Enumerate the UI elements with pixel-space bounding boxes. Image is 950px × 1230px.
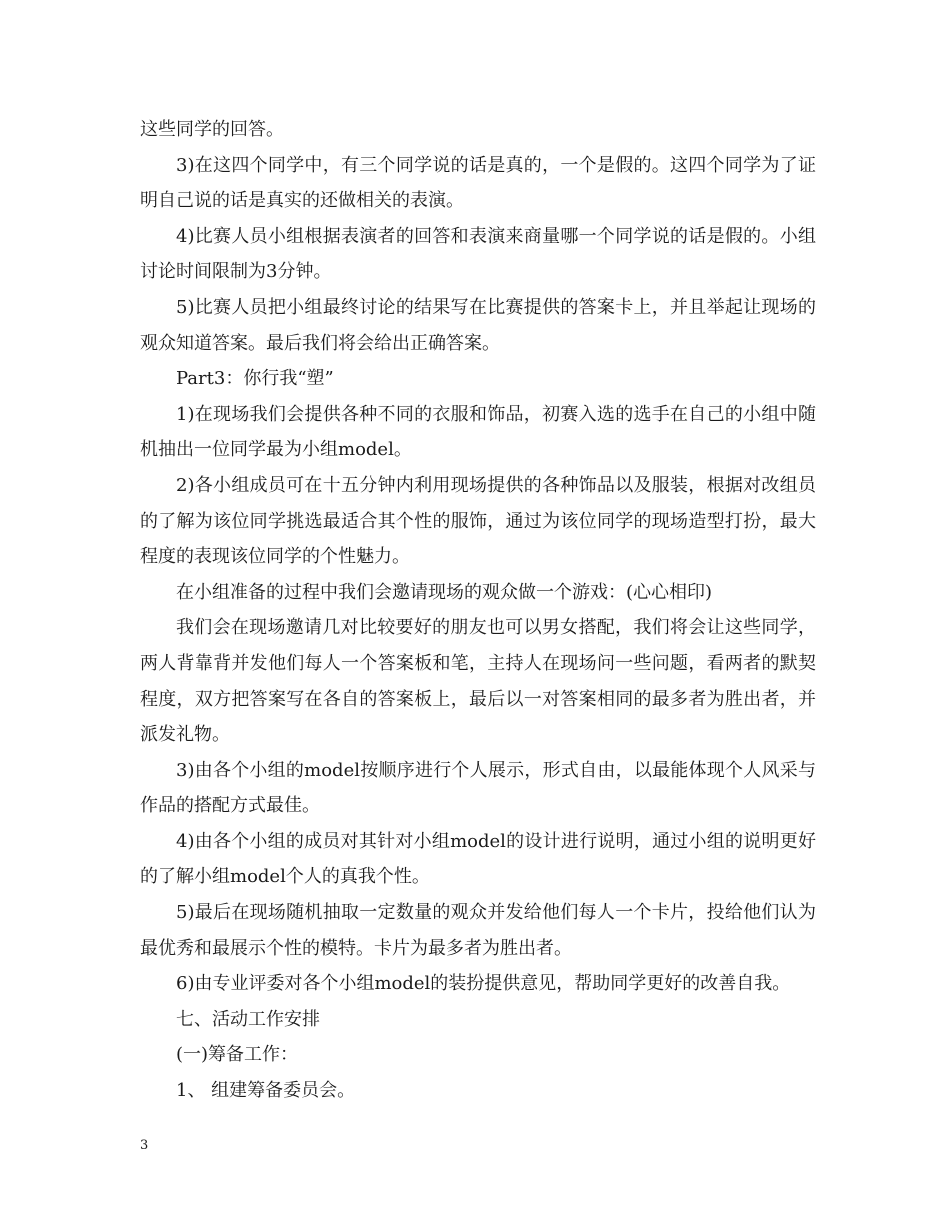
page-number: 3	[140, 1138, 149, 1153]
paragraph-0: 这些同学的回答。	[140, 119, 284, 140]
paragraph-part3-heading: Part3：你行我“塑”	[176, 368, 334, 390]
paragraph-12: 6)由专业评委对各个小组model的装扮提供意见，帮助同学更好的改善自我。	[176, 973, 791, 995]
subsection-heading-preparation: (一)筹备工作：	[176, 1044, 299, 1066]
list-item-1: 1、 组建筹备委员会。	[176, 1080, 356, 1102]
paragraph-10: 4)由各个小组的成员对其针对小组model的设计进行说明，通过小组的说明更好的了解小组model个人的真我个性。	[140, 830, 816, 888]
paragraph-2: 4)比赛人员小组根据表演者的回答和表演来商量哪一个同学说的话是假的。小组讨论时间限制为3分钟。	[140, 225, 816, 283]
paragraph-9: 3)由各个小组的model按顺序进行个人展示，形式自由，以最能体现个人风采与作品的搭配方式最佳。	[140, 759, 816, 817]
paragraph-3: 5)比赛人员把小组最终讨论的结果写在比赛提供的答案卡上，并且举起让现场的观众知道答案。最后我们将会给出正确答案。	[140, 296, 816, 354]
document-body	[140, 112, 816, 1109]
paragraph-7: 在小组准备的过程中我们会邀请现场的观众做一个游戏：(心心相印)	[176, 581, 713, 603]
paragraph-8: 我们会在现场邀请几对比较要好的朋友也可以男女搭配，我们将会让这些同学，两人背靠背并发他们每人一个答案板和笔，主持人在现场问一些问题，看两者的默契程度，双方把答案写在各自的答案板上，最后以一对答案相同的最多者为胜出者，并派发礼物。	[140, 617, 816, 746]
paragraph-6: 2)各小组成员可在十五分钟内利用现场提供的各种饰品以及服装，根据对改组员的了解为该位同学挑选最适合其个性的服饰，通过为该位同学的现场造型打扮，最大程度的表现该位同学的个性魅力。	[140, 474, 816, 568]
paragraph-1: 3)在这四个同学中，有三个同学说的话是真的，一个是假的。这四个同学为了证明自己说的话是真实的还做相关的表演。	[140, 154, 816, 212]
paragraph-5: 1)在现场我们会提供各种不同的衣服和饰品，初赛入选的选手在自己的小组中随机抽出一位同学最为小组model。	[140, 403, 816, 461]
paragraph-11: 5)最后在现场随机抽取一定数量的观众并发给他们每人一个卡片，投给他们认为最优秀和最展示个性的模特。卡片为最多者为胜出者。	[140, 902, 816, 959]
section-heading-activity-arrangement: 七、活动工作安排	[176, 1008, 320, 1030]
